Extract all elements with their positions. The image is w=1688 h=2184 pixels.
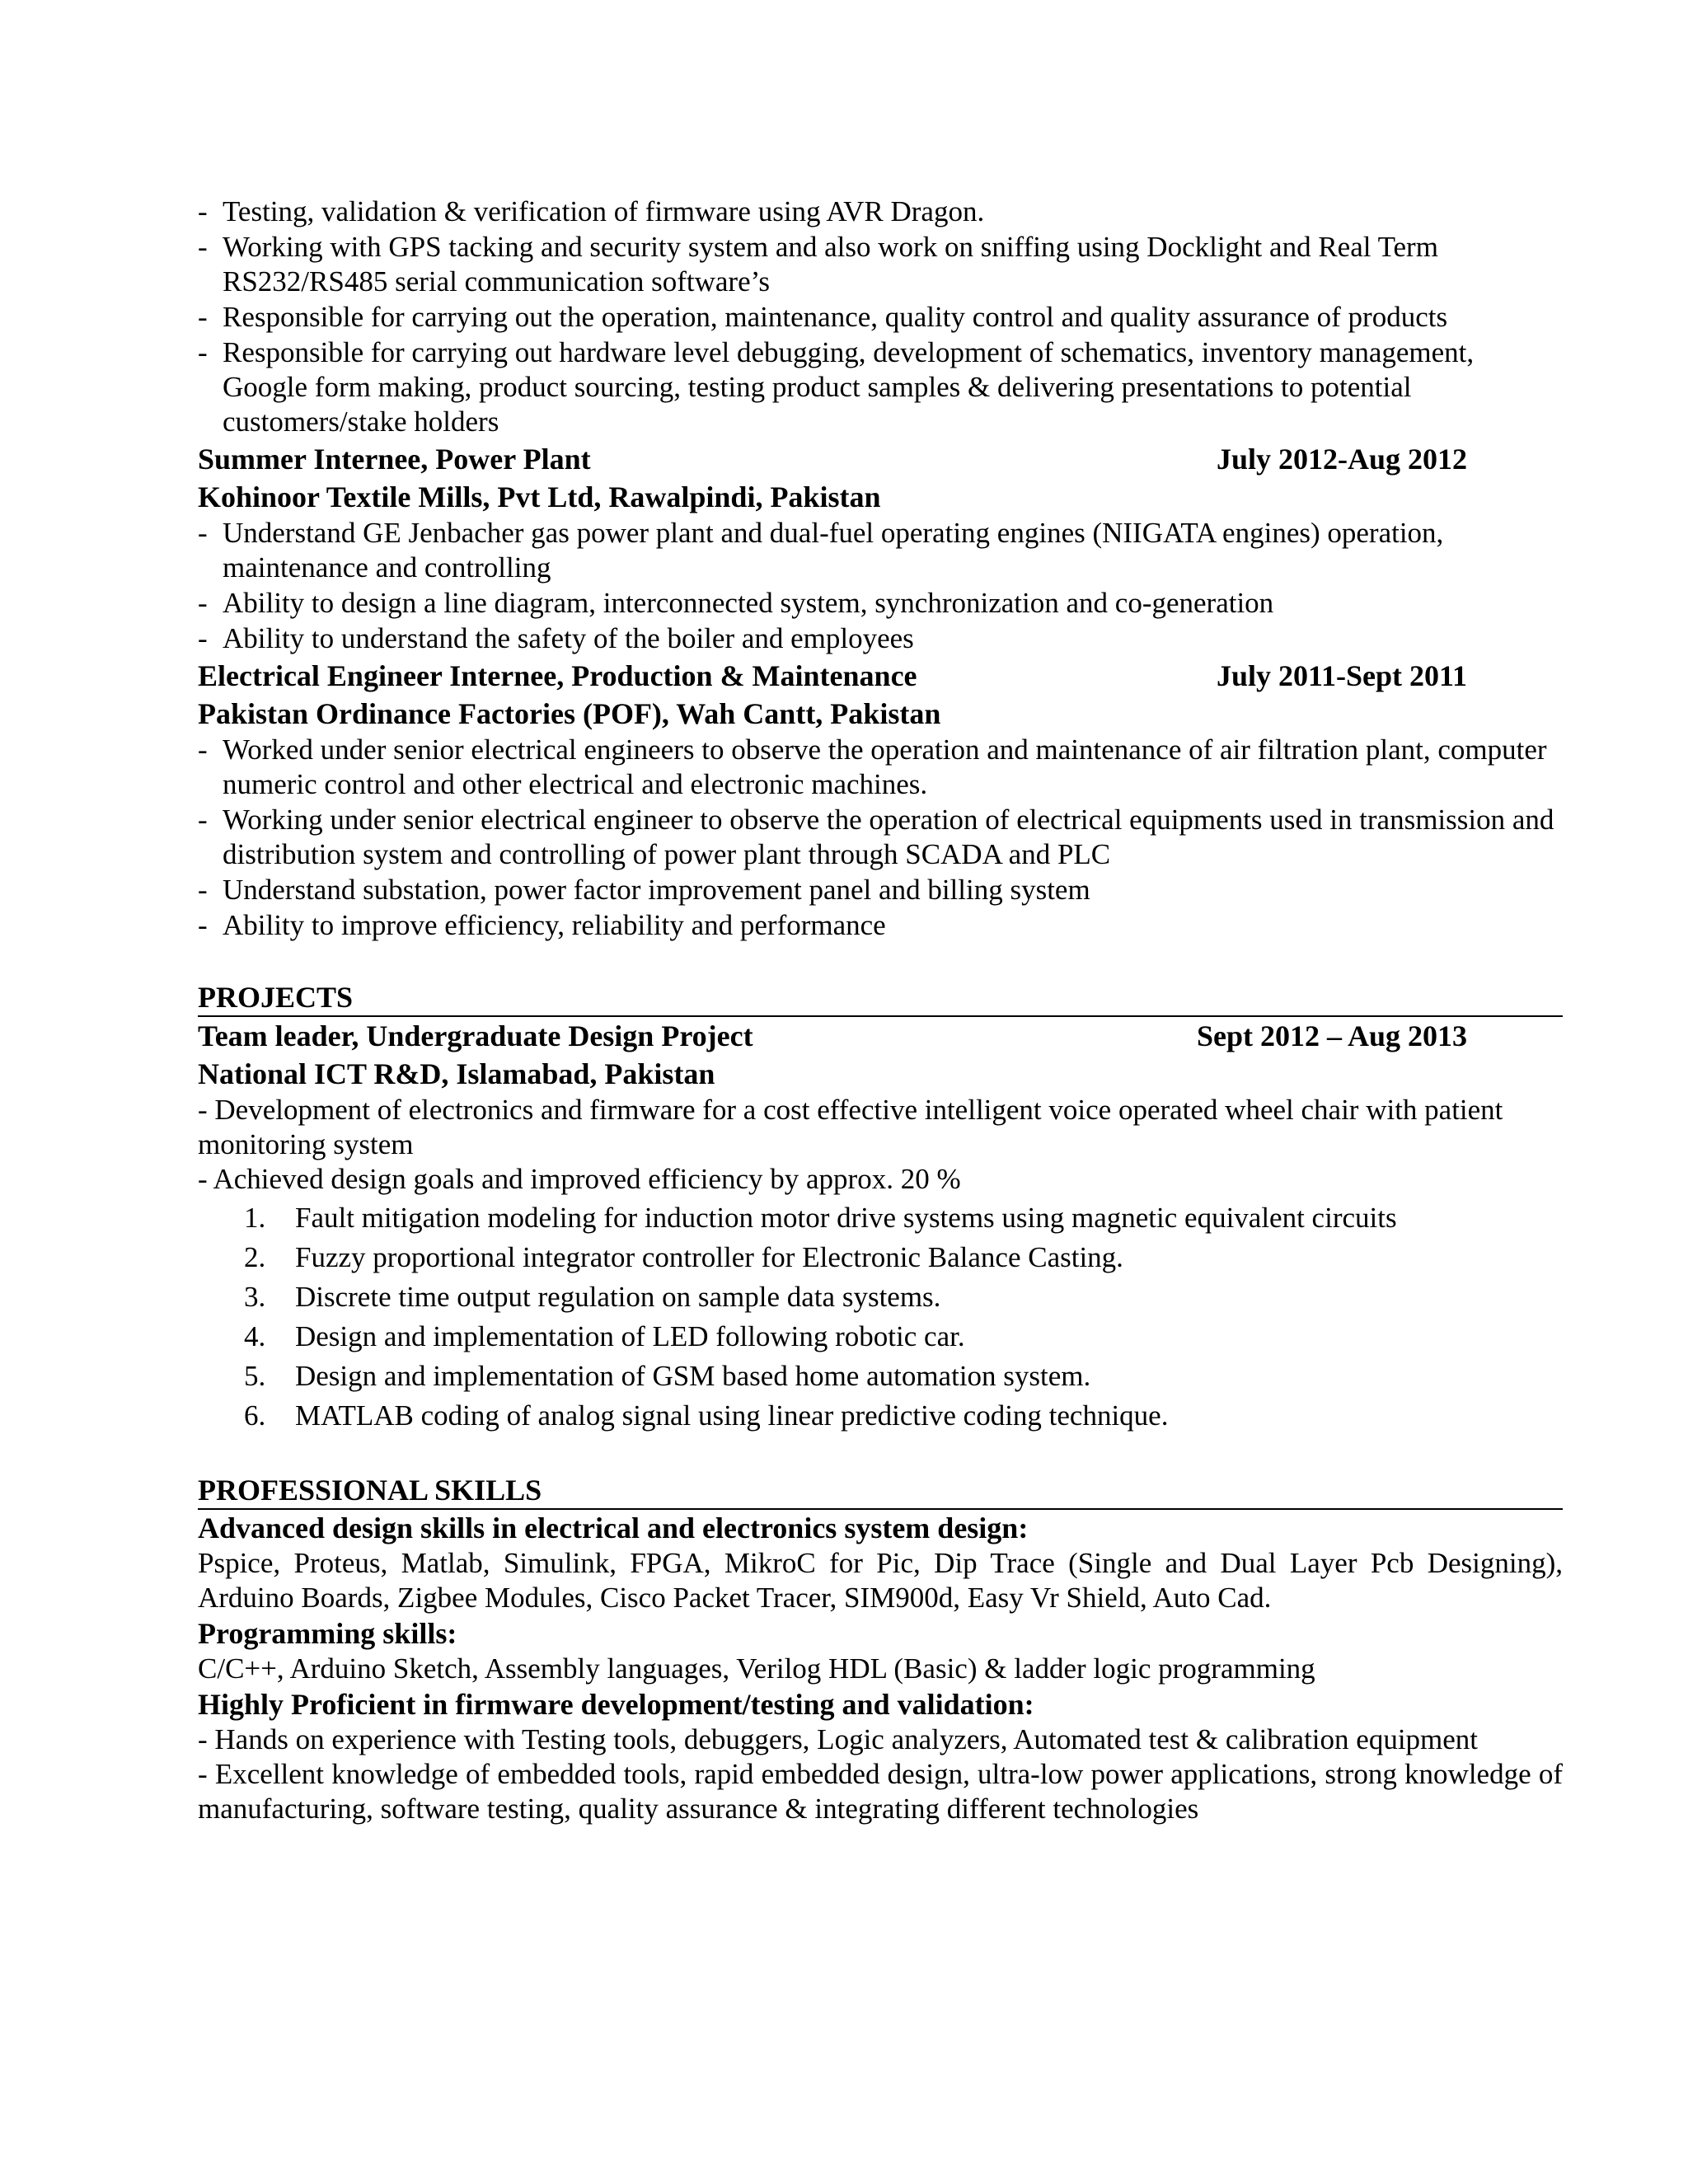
list-number: 3. xyxy=(244,1281,266,1313)
list-item xyxy=(198,1277,1563,1317)
bullet-dash: - xyxy=(198,301,208,333)
experience-entry xyxy=(198,657,1563,943)
bullet-dash: - xyxy=(198,622,208,654)
job-title: Summer Internee, Power Plant xyxy=(198,443,591,476)
skills-section xyxy=(198,1472,1563,1826)
bullet-dash: - xyxy=(198,517,208,549)
list-text: Design and implementation of GSM based home automation system. xyxy=(295,1360,1091,1392)
list-number: 2. xyxy=(244,1241,266,1273)
list-item xyxy=(198,1238,1563,1277)
list-number: 6. xyxy=(244,1399,266,1432)
list-number: 4. xyxy=(244,1320,266,1352)
job-organization: Kohinoor Textile Mills, Pvt Ltd, Rawalpindi, Pakistan xyxy=(198,480,881,513)
skill-text: Pspice, Proteus, Matlab, Simulink, FPGA, MikroC for Pic, Dip Trace (Single and Dual Layer Pcb Designing), Arduino Boards, Zigbee Modules, Cisco Packet Tracer, SIM900d, Easy Vr Shield, Auto Cad. xyxy=(198,1547,1563,1614)
skill-heading: Advanced design skills in electrical and electronics system design: xyxy=(198,1511,1029,1544)
experience-entry xyxy=(198,440,1563,656)
list-item xyxy=(198,1396,1563,1436)
section-heading-projects: PROJECTS xyxy=(198,979,1563,1017)
list-item xyxy=(198,516,1563,585)
bullet-text: Understand substation, power factor improvement panel and billing system xyxy=(223,874,1090,906)
list-item xyxy=(198,873,1563,907)
project-dates: Sept 2012 – Aug 2013 xyxy=(1196,1019,1467,1052)
skill-heading: Highly Proficient in firmware development/testing and validation: xyxy=(198,1688,1034,1721)
list-text: Discrete time output regulation on sample data systems. xyxy=(295,1281,941,1313)
section-heading-skills: PROFESSIONAL SKILLS xyxy=(198,1472,1563,1510)
list-item xyxy=(198,1357,1563,1396)
intro-bullet-list xyxy=(198,194,1563,439)
project-header xyxy=(198,1017,1563,1055)
list-item xyxy=(198,803,1563,872)
job-title: Electrical Engineer Internee, Production & Maintenance xyxy=(198,659,917,692)
job-header xyxy=(198,657,1563,695)
projects-section xyxy=(198,979,1563,1436)
bullet-text: Working with GPS tacking and security system and also work on sniffing using Docklight and Real Term RS232/RS485 serial communication software’s xyxy=(223,231,1438,298)
list-item xyxy=(198,335,1563,439)
list-text: MATLAB coding of analog signal using linear predictive coding technique. xyxy=(295,1399,1169,1432)
bullet-text: Responsible for carrying out the operation, maintenance, quality control and quality assurance of products xyxy=(223,301,1448,333)
list-item xyxy=(198,733,1563,802)
project-organization: National ICT R&D, Islamabad, Pakistan xyxy=(198,1057,715,1090)
skill-heading: Programming skills: xyxy=(198,1617,457,1650)
bullet-text: Responsible for carrying out hardware level debugging, development of schematics, inventory management, Google form making, product sourcing, testing product samples & delivering presentations to potential customers/stake holders xyxy=(223,336,1475,438)
list-item xyxy=(198,908,1563,943)
bullet-text: Ability to design a line diagram, interconnected system, synchronization and co-generation xyxy=(223,587,1274,619)
bullet-dash: - xyxy=(198,733,208,766)
job-dates: July 2011-Sept 2011 xyxy=(1216,659,1467,692)
job-header xyxy=(198,440,1563,478)
skill-text: - Excellent knowledge of embedded tools, rapid embedded design, ultra-low power applications, strong knowledge of manufacturing, software testing, quality assurance & integrating different technologies xyxy=(198,1758,1563,1825)
list-item xyxy=(198,1317,1563,1357)
bullet-dash: - xyxy=(198,874,208,906)
project-title: Team leader, Undergraduate Design Project xyxy=(198,1019,753,1052)
skill-text: - Hands on experience with Testing tools, debuggers, Logic analyzers, Automated test & calibration equipment xyxy=(198,1723,1479,1755)
bullet-text: Worked under senior electrical engineers to observe the operation and maintenance of air filtration plant, computer numeric control and other electrical and electronic machines. xyxy=(223,733,1547,800)
bullet-text: Working under senior electrical engineer to observe the operation of electrical equipments used in transmission and distribution system and controlling of power plant through SCADA and PLC xyxy=(223,804,1554,870)
bullet-dash: - xyxy=(198,909,208,941)
list-text: Design and implementation of LED following robotic car. xyxy=(295,1320,965,1352)
bullet-dash: - xyxy=(198,587,208,619)
project-list xyxy=(198,1198,1563,1436)
list-item xyxy=(198,300,1563,335)
bullet-dash: - xyxy=(198,231,208,263)
list-item xyxy=(198,621,1563,656)
bullet-text: Ability to understand the safety of the boiler and employees xyxy=(223,622,914,654)
job-dates: July 2012-Aug 2012 xyxy=(1216,443,1467,476)
bullet-dash: - xyxy=(198,336,208,368)
skill-text: C/C++, Arduino Sketch, Assembly languages, Verilog HDL (Basic) & ladder logic programming xyxy=(198,1652,1315,1685)
bullet-dash: - xyxy=(198,195,208,227)
bullet-text: Ability to improve efficiency, reliability and performance xyxy=(223,909,886,941)
list-text: Fault mitigation modeling for induction motor drive systems using magnetic equivalent circuits xyxy=(295,1202,1397,1234)
resume-page xyxy=(198,194,1563,1826)
list-number: 1. xyxy=(244,1202,266,1234)
list-item xyxy=(198,1198,1563,1238)
list-item xyxy=(198,230,1563,299)
bullet-dash: - xyxy=(198,804,208,836)
list-item xyxy=(198,586,1563,621)
project-description: - Development of electronics and firmware for a cost effective intelligent voice operated wheel chair with patient monitoring system xyxy=(198,1094,1503,1160)
list-text: Fuzzy proportional integrator controller for Electronic Balance Casting. xyxy=(295,1241,1123,1273)
list-item xyxy=(198,194,1563,229)
bullet-text: Understand GE Jenbacher gas power plant and dual-fuel operating engines (NIIGATA engines) operation, maintenance and controlling xyxy=(223,517,1444,583)
list-number: 5. xyxy=(244,1360,266,1392)
bullet-text: Testing, validation & verification of firmware using AVR Dragon. xyxy=(223,195,985,227)
project-achievement: - Achieved design goals and improved efficiency by approx. 20 % xyxy=(198,1163,961,1195)
job-organization: Pakistan Ordinance Factories (POF), Wah Cantt, Pakistan xyxy=(198,697,941,730)
